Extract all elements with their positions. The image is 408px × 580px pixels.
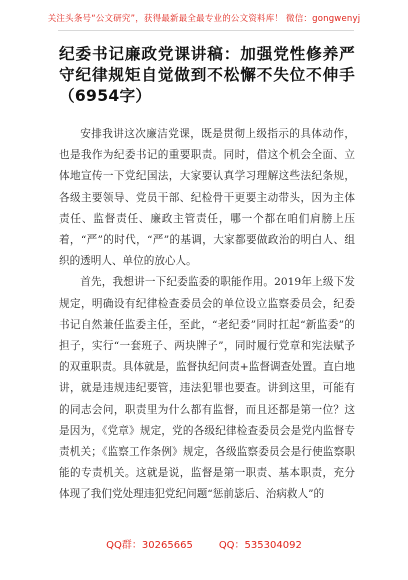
header-divider — [58, 30, 354, 31]
qq-group-text: QQ群：30265665 — [106, 540, 193, 551]
body-paragraph: 安排我讲这次廉洁党课，既是贯彻上级指示的具体动作，也是我作为纪委书记的重要职责。同时，借这个机会全面、立体地宣传一下党纪国法，大家要认真学习理解这些法纪条规，各级主要领导、党员干部、纪检骨干更要主动带头，因为主体责任、监督责任、廉政主管责任，哪一个都在咱们肩膀上压着，“严”的时代，“严”的基调，大家都要做政治的明白人、组织的透明人、单位的放心人。 — [59, 128, 355, 268]
body-paragraph: 首先，我想讲一下纪委监委的职能作用。2019年上级下发规定，明确设有纪律检查委员会的单位设立监察委员会，纪委书记自然兼任监委主任，至此，“老纪委”同时扛起“新监委”的担子，实行“一套班子、两块牌子”，同时履行党章和宪法赋予的双重职责。具体就是，监督执纪问责+监督调查处置。直白地讲，就是违规违纪要管，违法犯罪也要查。讲到这里，可能有的同志会问，职责里为什么都有监督，而且还都是第一位？这是因为，《党章》规定，党的各级纪律检查委员会是党内监督专责机关；《监察工作条例》规定，各级监察委员会是行使监察职能的专责机关。这就是说，监督是第一职责、基本职责，充分体现了我们党处理违犯党纪问题“惩前毖后、治病救人”的 — [59, 276, 355, 501]
promo-banner: 关注头条号“公文研究”，获得最新最全最专业的公文资料库！ 微信：gongwenyj — [47, 14, 361, 24]
qq-number-text: QQ：535304092 — [218, 540, 302, 551]
document-title: 纪委书记廉政党课讲稿：加强党性修养严守纪律规矩自觉做到不松懈不失位不伸手（6954字） — [59, 45, 355, 105]
contact-footer — [0, 536, 408, 551]
document-body — [59, 124, 355, 506]
